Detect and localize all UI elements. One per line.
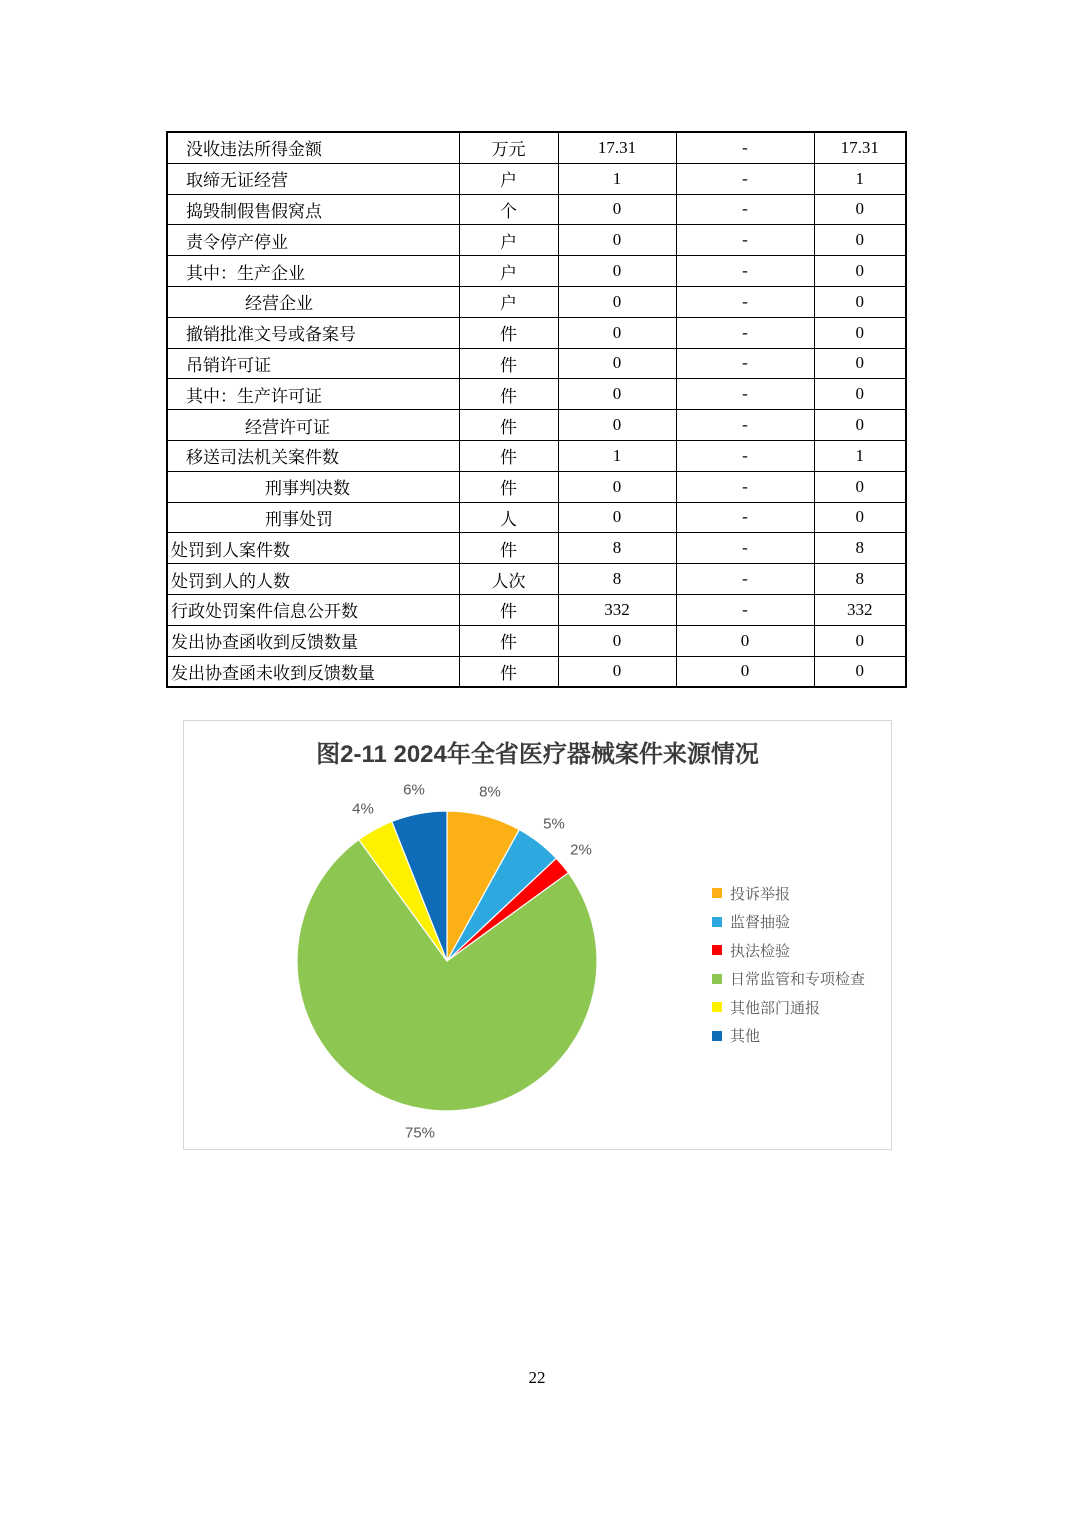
pie-percent-label: 6%	[403, 781, 425, 799]
value-cell: 0	[814, 194, 906, 225]
table-row	[167, 256, 906, 287]
table-row	[167, 163, 906, 194]
unit-cell: 件	[459, 625, 558, 656]
value-cell: 0	[558, 194, 676, 225]
value-cell: 0	[558, 471, 676, 502]
value-cell: -	[676, 348, 814, 379]
table-row	[167, 286, 906, 317]
value-cell: -	[676, 564, 814, 595]
unit-cell: 户	[459, 163, 558, 194]
pie-percent-label: 5%	[543, 815, 565, 833]
unit-cell: 件	[459, 440, 558, 471]
table-row	[167, 317, 906, 348]
page-number: 22	[528, 1368, 546, 1387]
value-cell: 0	[558, 317, 676, 348]
value-cell: 0	[814, 286, 906, 317]
pie-percent-label: 8%	[479, 783, 501, 801]
table-row	[167, 533, 906, 564]
value-cell: -	[676, 440, 814, 471]
value-cell: 0	[814, 656, 906, 687]
legend-item	[712, 941, 865, 959]
indicator-cell: 撤销批准文号或备案号	[167, 317, 459, 348]
value-cell: 0	[814, 502, 906, 533]
value-cell: -	[676, 594, 814, 625]
unit-cell: 个	[459, 194, 558, 225]
value-cell: 0	[558, 225, 676, 256]
unit-cell: 件	[459, 656, 558, 687]
value-cell: 0	[814, 471, 906, 502]
unit-cell: 件	[459, 533, 558, 564]
legend-label: 监督抽验	[730, 914, 791, 931]
unit-cell: 件	[459, 594, 558, 625]
table-row	[167, 502, 906, 533]
legend-marker	[712, 974, 722, 984]
value-cell: 0	[558, 502, 676, 533]
value-cell: 0	[676, 625, 814, 656]
value-cell: -	[676, 163, 814, 194]
table-row	[167, 471, 906, 502]
value-cell: 8	[814, 533, 906, 564]
table-row	[167, 194, 906, 225]
table-row	[167, 132, 906, 163]
value-cell: -	[676, 410, 814, 441]
value-cell: 1	[558, 440, 676, 471]
value-cell: -	[676, 317, 814, 348]
table-row	[167, 656, 906, 687]
value-cell: 8	[814, 564, 906, 595]
unit-cell: 件	[459, 410, 558, 441]
legend-item	[712, 884, 865, 902]
value-cell: 0	[676, 656, 814, 687]
legend-marker	[712, 888, 722, 898]
table-row	[167, 440, 906, 471]
value-cell: 332	[814, 594, 906, 625]
value-cell: 0	[814, 625, 906, 656]
value-cell: -	[676, 256, 814, 287]
pie-percent-label: 2%	[570, 841, 592, 859]
indicator-cell: 行政处罚案件信息公开数	[167, 594, 459, 625]
indicator-cell: 经营企业	[167, 286, 459, 317]
value-cell: -	[676, 533, 814, 564]
indicator-cell: 责令停产停业	[167, 225, 459, 256]
indicator-cell: 发出协查函收到反馈数量	[167, 625, 459, 656]
table-row	[167, 625, 906, 656]
value-cell: -	[676, 194, 814, 225]
unit-cell: 户	[459, 286, 558, 317]
unit-cell: 万元	[459, 132, 558, 163]
indicator-cell: 处罚到人的人数	[167, 564, 459, 595]
value-cell: 0	[558, 379, 676, 410]
unit-cell: 件	[459, 348, 558, 379]
value-cell: 0	[558, 410, 676, 441]
legend-marker	[712, 917, 722, 927]
indicator-cell: 捣毁制假售假窝点	[167, 194, 459, 225]
indicator-cell: 其中：生产企业	[167, 256, 459, 287]
value-cell: 0	[814, 379, 906, 410]
indicator-cell: 其中：生产许可证	[167, 379, 459, 410]
legend-label: 执法检验	[730, 942, 791, 960]
value-cell: 0	[814, 317, 906, 348]
unit-cell: 件	[459, 379, 558, 410]
value-cell: 0	[558, 656, 676, 687]
unit-cell: 人	[459, 502, 558, 533]
value-cell: 1	[814, 440, 906, 471]
value-cell: -	[676, 502, 814, 533]
value-cell: -	[676, 286, 814, 317]
unit-cell: 户	[459, 256, 558, 287]
table-row	[167, 410, 906, 441]
legend-item	[712, 1027, 865, 1045]
indicator-cell: 取缔无证经营	[167, 163, 459, 194]
value-cell: -	[676, 132, 814, 163]
legend-item	[712, 970, 865, 988]
legend-label: 投诉举报	[730, 885, 791, 903]
unit-cell: 件	[459, 471, 558, 502]
value-cell: 17.31	[558, 132, 676, 163]
pie-percent-label: 4%	[352, 800, 374, 818]
table-row	[167, 379, 906, 410]
pie-chart-panel	[183, 720, 892, 1150]
chart-title: 图2-11 2024年全省医疗器械案件来源情况	[316, 741, 759, 768]
value-cell: -	[676, 471, 814, 502]
unit-cell: 户	[459, 225, 558, 256]
unit-cell: 人次	[459, 564, 558, 595]
value-cell: 17.31	[814, 132, 906, 163]
value-cell: 0	[558, 625, 676, 656]
value-cell: 0	[558, 348, 676, 379]
indicator-cell: 移送司法机关案件数	[167, 440, 459, 471]
value-cell: 0	[814, 348, 906, 379]
table-row	[167, 225, 906, 256]
indicator-cell: 刑事处罚	[167, 502, 459, 533]
indicator-cell: 经营许可证	[167, 410, 459, 441]
table-row	[167, 594, 906, 625]
indicator-cell: 发出协查函未收到反馈数量	[167, 656, 459, 687]
value-cell: 0	[814, 225, 906, 256]
value-cell: 1	[558, 163, 676, 194]
indicator-cell: 吊销许可证	[167, 348, 459, 379]
legend-item	[712, 998, 865, 1016]
chart-legend	[712, 884, 865, 1045]
legend-marker	[712, 1031, 722, 1041]
legend-marker	[712, 1002, 722, 1012]
table-row	[167, 348, 906, 379]
value-cell: 8	[558, 533, 676, 564]
legend-item	[712, 913, 865, 931]
value-cell: 0	[814, 410, 906, 441]
value-cell: 0	[558, 256, 676, 287]
indicator-cell: 刑事判决数	[167, 471, 459, 502]
legend-label: 其他	[730, 1028, 761, 1045]
indicator-cell: 没收违法所得金额	[167, 132, 459, 163]
value-cell: -	[676, 379, 814, 410]
value-cell: 0	[558, 286, 676, 317]
legend-marker	[712, 945, 722, 955]
legend-label: 日常监管和专项检查	[730, 971, 866, 988]
value-cell: -	[676, 225, 814, 256]
table-row	[167, 564, 906, 595]
indicator-cell: 处罚到人案件数	[167, 533, 459, 564]
unit-cell: 件	[459, 317, 558, 348]
legend-label: 其他部门通报	[730, 999, 821, 1017]
value-cell: 8	[558, 564, 676, 595]
value-cell: 0	[814, 256, 906, 287]
value-cell: 332	[558, 594, 676, 625]
value-cell: 1	[814, 163, 906, 194]
table-body	[167, 132, 906, 687]
statistics-table	[166, 131, 907, 688]
pie-percent-label: 75%	[404, 1124, 436, 1142]
